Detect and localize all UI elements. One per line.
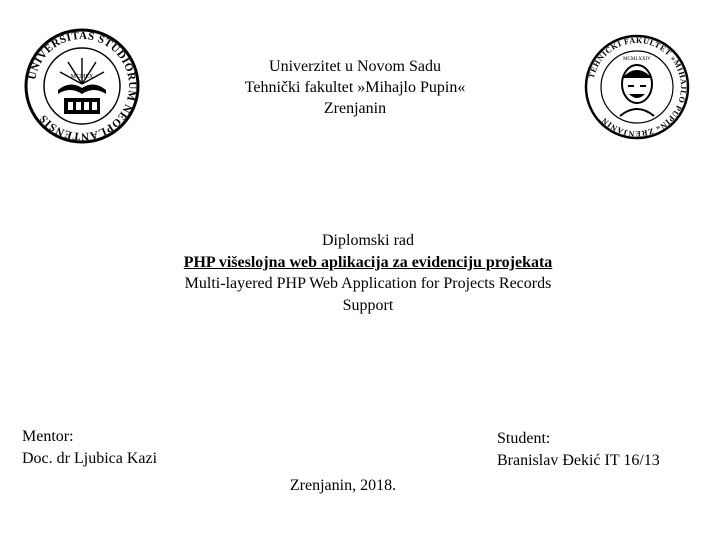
faculty-seal-icon [584, 34, 690, 140]
institution-header [200, 56, 510, 119]
faculty-seal-ring-text: TEHNIČKI FAKULTET »MIHAJLO PUPIN« ZRENJANIN [586, 35, 689, 139]
place-and-date: Zrenjanin, 2018. [289, 477, 397, 494]
thesis-block [130, 230, 606, 316]
university-name: Univerzitet u Novom Sadu [269, 58, 441, 75]
university-seal-icon [24, 28, 140, 144]
university-seal-year: MCMLX [70, 74, 94, 80]
faculty-seal-year: MCMLXXIV [623, 57, 651, 62]
faculty-seal-logo [584, 34, 690, 140]
university-seal-ring-text: UNIVERSITAS STUDIORUM NEOPLANTENSIS [26, 29, 139, 143]
student-label: Student: [497, 430, 551, 447]
thesis-title-serbian: PHP višeslojna web aplikacija za evidenciju projekata [183, 253, 553, 271]
university-seal-logo [24, 28, 140, 144]
city-name: Zrenjanin [323, 100, 387, 117]
mentor-label: Mentor: [22, 428, 74, 445]
student-name: Branislav Đekić IT 16/13 [497, 452, 660, 469]
student-block [497, 428, 660, 472]
thesis-type: Diplomski rad [322, 232, 414, 249]
faculty-name: Tehnički fakultet »Mihajlo Pupin« [244, 79, 466, 96]
mentor-block [22, 426, 157, 470]
svg-text:UNIVERSITAS STUDIORUM NEOPLANT [26, 30, 138, 142]
mentor-name: Doc. dr Ljubica Kazi [22, 450, 158, 467]
thesis-title-english-line1: Multi-layered PHP Web Application for Projects Records [184, 275, 552, 292]
thesis-title-english-line2: Support [342, 296, 394, 314]
